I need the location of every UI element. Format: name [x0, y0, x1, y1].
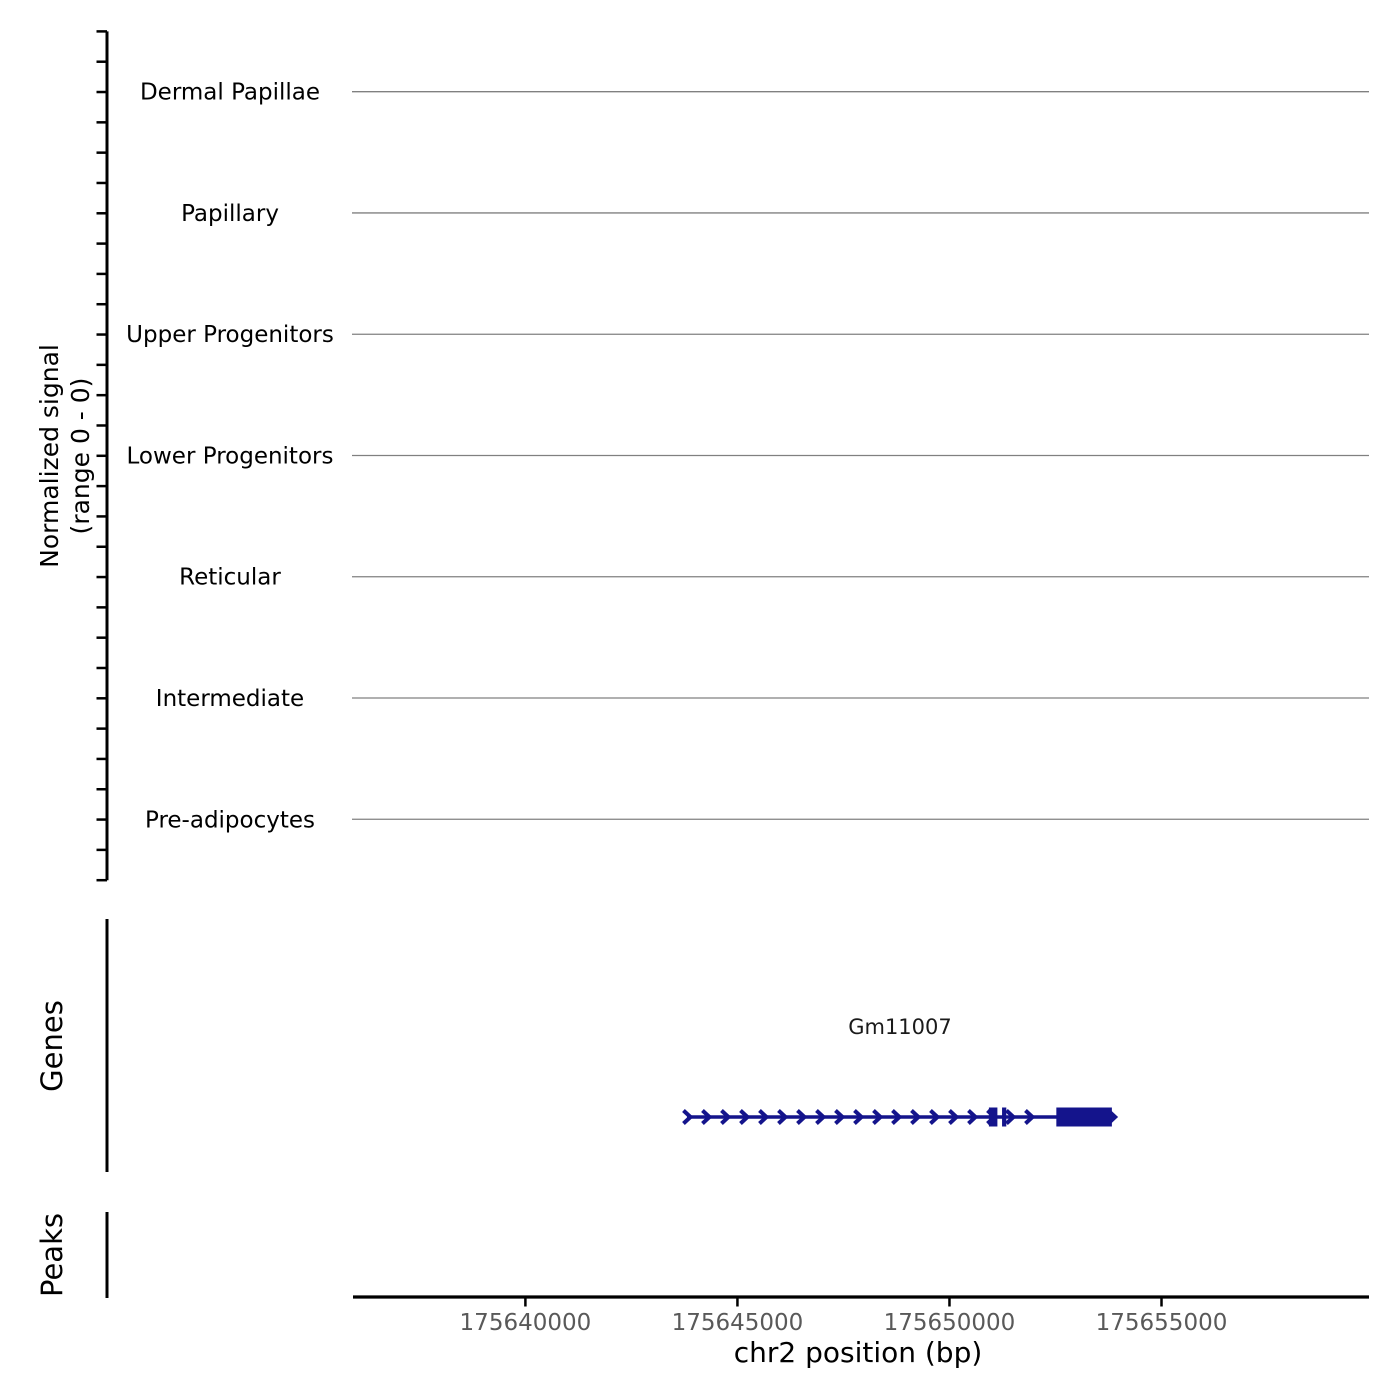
x-axis-tick-label: 175640000 [459, 1310, 592, 1336]
x-axis [353, 1297, 1369, 1369]
gene-exon-box [989, 1108, 997, 1127]
peaks-panel [35, 1212, 107, 1298]
track-label: Reticular [179, 564, 281, 591]
x-axis-tick-label: 175645000 [671, 1310, 804, 1336]
y-axis-label-line2: (range 0 - 0) [66, 377, 95, 535]
x-axis-tick-labels [460, 1310, 1228, 1336]
track-row [145, 807, 1369, 833]
genes-panel [35, 919, 1115, 1172]
track-row [127, 443, 1369, 469]
track-label: Papillary [181, 200, 279, 227]
x-axis-tick-label: 175650000 [883, 1310, 1016, 1336]
peaks-axis-label: Peaks [35, 1213, 69, 1297]
track-label: Dermal Papillae [139, 79, 321, 106]
track-row [179, 565, 1369, 591]
track-label: Pre-adipocytes [144, 807, 316, 834]
signal-axis-ticks [97, 31, 108, 880]
gene-exon-box [1002, 1108, 1006, 1127]
track-row [126, 322, 1369, 348]
y-axis-label-line1: Normalized signal [35, 344, 64, 568]
genes-axis-label: Genes [35, 1000, 69, 1092]
track-row [140, 80, 1369, 106]
x-axis-title: chr2 position (bp) [733, 1336, 983, 1369]
x-axis-tick-label: 175655000 [1095, 1310, 1228, 1336]
gene-exon-box [1056, 1108, 1112, 1127]
track-label: Lower Progenitors [126, 443, 334, 470]
gene-name-label: Gm11007 [848, 1015, 952, 1039]
gene-glyph [683, 1108, 1115, 1127]
signal-tracks [126, 80, 1369, 834]
signal-panel [35, 31, 1369, 880]
track-label: Upper Progenitors [126, 322, 334, 349]
track-label: Intermediate [155, 686, 305, 712]
track-row [156, 686, 1369, 712]
track-row [181, 201, 1369, 227]
